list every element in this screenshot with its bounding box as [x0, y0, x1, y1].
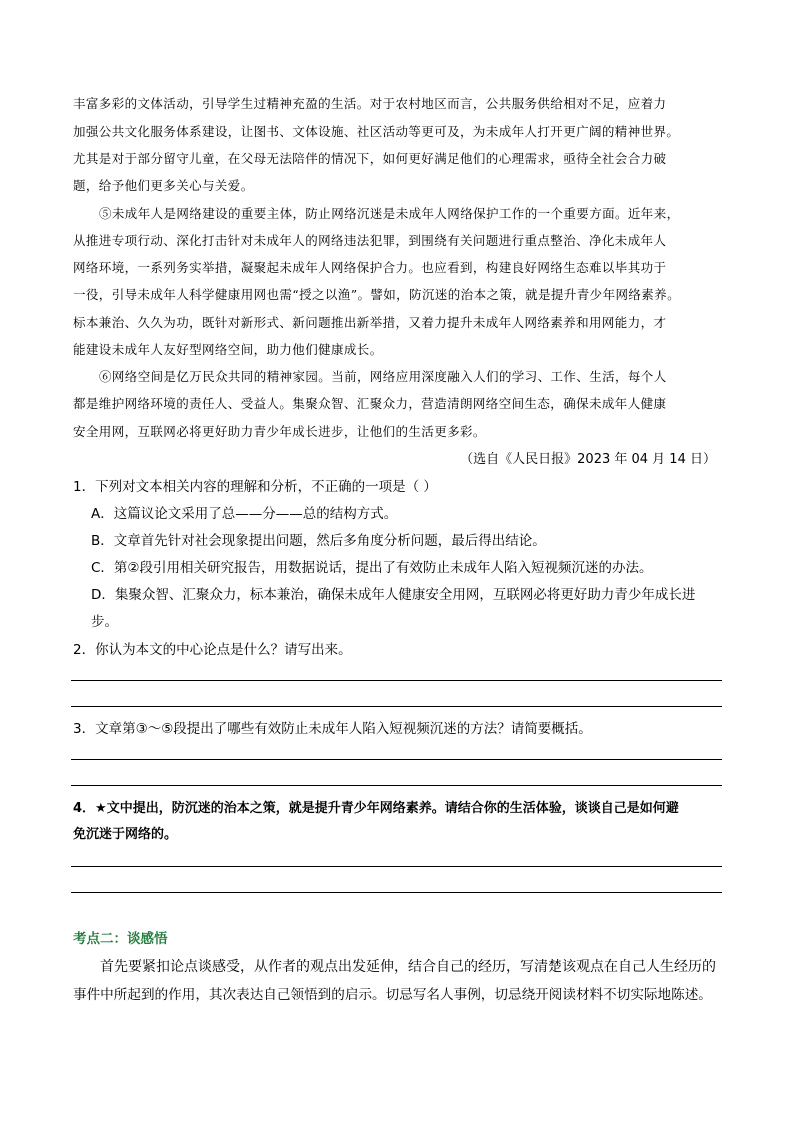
question-1-option-d-cont: 步。 [91, 614, 118, 630]
question-2-answer-line-2[interactable] [71, 706, 722, 707]
question-2-stem: 2．你认为本文的中心论点是什么？请写出来。 [73, 642, 352, 658]
question-3-stem: 3．文章第③～⑤段提出了哪些有效防止未成年人陷入短视频沉迷的方法？请简要概括。 [73, 721, 592, 737]
question-1-option-a: A．这篇议论文采用了总——分——总的结构方式。 [91, 506, 398, 522]
question-1-option-d: D．集聚众智、汇聚众力，标本兼治，确保未成年人健康安全用网，互联网必将更好助力青少年成长进 [91, 587, 696, 603]
kaodian-text-line-2: 事件中所起到的作用，其次表达自己领悟到的启示。切忌写名人事例，切忌绕开阅读材料不切实际地陈述。 [73, 987, 712, 1003]
question-4-stem-cont: 免沉迷于网络的。 [73, 827, 178, 842]
question-4-stem: 4．★文中提出，防沉迷的治本之策，就是提升青少年网络素养。请结合你的生活体验，谈谈自己是如何避 [73, 801, 679, 816]
article-source: （选自《人民日报》2023 年 04 月 14 日） [460, 452, 716, 467]
article-line-1: 丰富多彩的文体活动，引导学生过精神充盈的生活。对于农村地区而言，公共服务供给相对不足，应着力 [73, 96, 667, 111]
kaodian-title: 考点二：谈感悟 [73, 931, 168, 947]
kaodian-text-line-1: 首先要紧扣论点谈感受，从作者的观点出发延伸，结合自己的经历，写清楚该观点在自己人生经历的 [100, 959, 716, 975]
article-line-12: 都是维护网络环境的责任人、受益人。集聚众智、汇聚众力，营造清朗网络空间生态，确保未成年人健康 [73, 396, 667, 411]
question-3-answer-line-2[interactable] [71, 785, 722, 786]
article-line-11: ⑥网络空间是亿万民众共同的精神家园。当前，网络应用深度融入人们的学习、工作、生活，每个人 [99, 369, 667, 384]
article-line-3: 尤其是对于部分留守儿童，在父母无法陪伴的情况下，如何更好满足他们的心理需求，亟待全社会合力破 [73, 151, 667, 166]
question-4-answer-line-2[interactable] [71, 892, 722, 893]
article-line-13: 安全用网，互联网必将更好助力青少年成长进步，让他们的生活更多彩。 [73, 424, 486, 439]
question-2-answer-line-1[interactable] [71, 680, 722, 681]
question-1-option-b: B．文章首先针对社会现象提出问题，然后多角度分析问题，最后得出结论。 [91, 533, 546, 549]
article-line-9: 标本兼治、久久为功，既针对新形式、新问题推出新举措，又着力提升未成年人网络素养和用网能力，才 [73, 315, 667, 330]
question-4-answer-line-1[interactable] [71, 866, 722, 867]
article-line-5: ⑤未成年人是网络建设的重要主体，防止网络沉迷是未成年人网络保护工作的一个重要方面。近年来， [99, 206, 680, 221]
article-line-2: 加强公共文化服务体系建设，让图书、文体设施、社区活动等更可及，为未成年人打开更广阔的精神世界。 [73, 124, 680, 139]
question-1-option-c: C．第②段引用相关研究报告，用数据说话，提出了有效防止未成年人陷入短视频沉迷的办法。 [91, 560, 653, 576]
question-3-answer-line-1[interactable] [71, 759, 722, 760]
question-1-stem: 1．下列对文本相关内容的理解和分析，不正确的一项是（ ） [73, 479, 437, 495]
article-line-4: 题，给予他们更多关心与关爱。 [73, 178, 254, 193]
article-line-7: 网络环境，一系列务实举措，凝聚起未成年人网络保护合力。也应看到，构建良好网络生态难以毕其功于 [73, 260, 667, 275]
article-line-8: 一役，引导未成年人科学健康用网也需“授之以渔”。譬如，防沉迷的治本之策，就是提升青少年网络素养。 [73, 287, 680, 302]
article-line-6: 从推进专项行动、深化打击针对未成年人的网络违法犯罪，到围绕有关问题进行重点整治、净化未成年人 [73, 233, 667, 248]
article-line-10: 能建设未成年人友好型网络空间，助力他们健康成长。 [73, 342, 383, 357]
